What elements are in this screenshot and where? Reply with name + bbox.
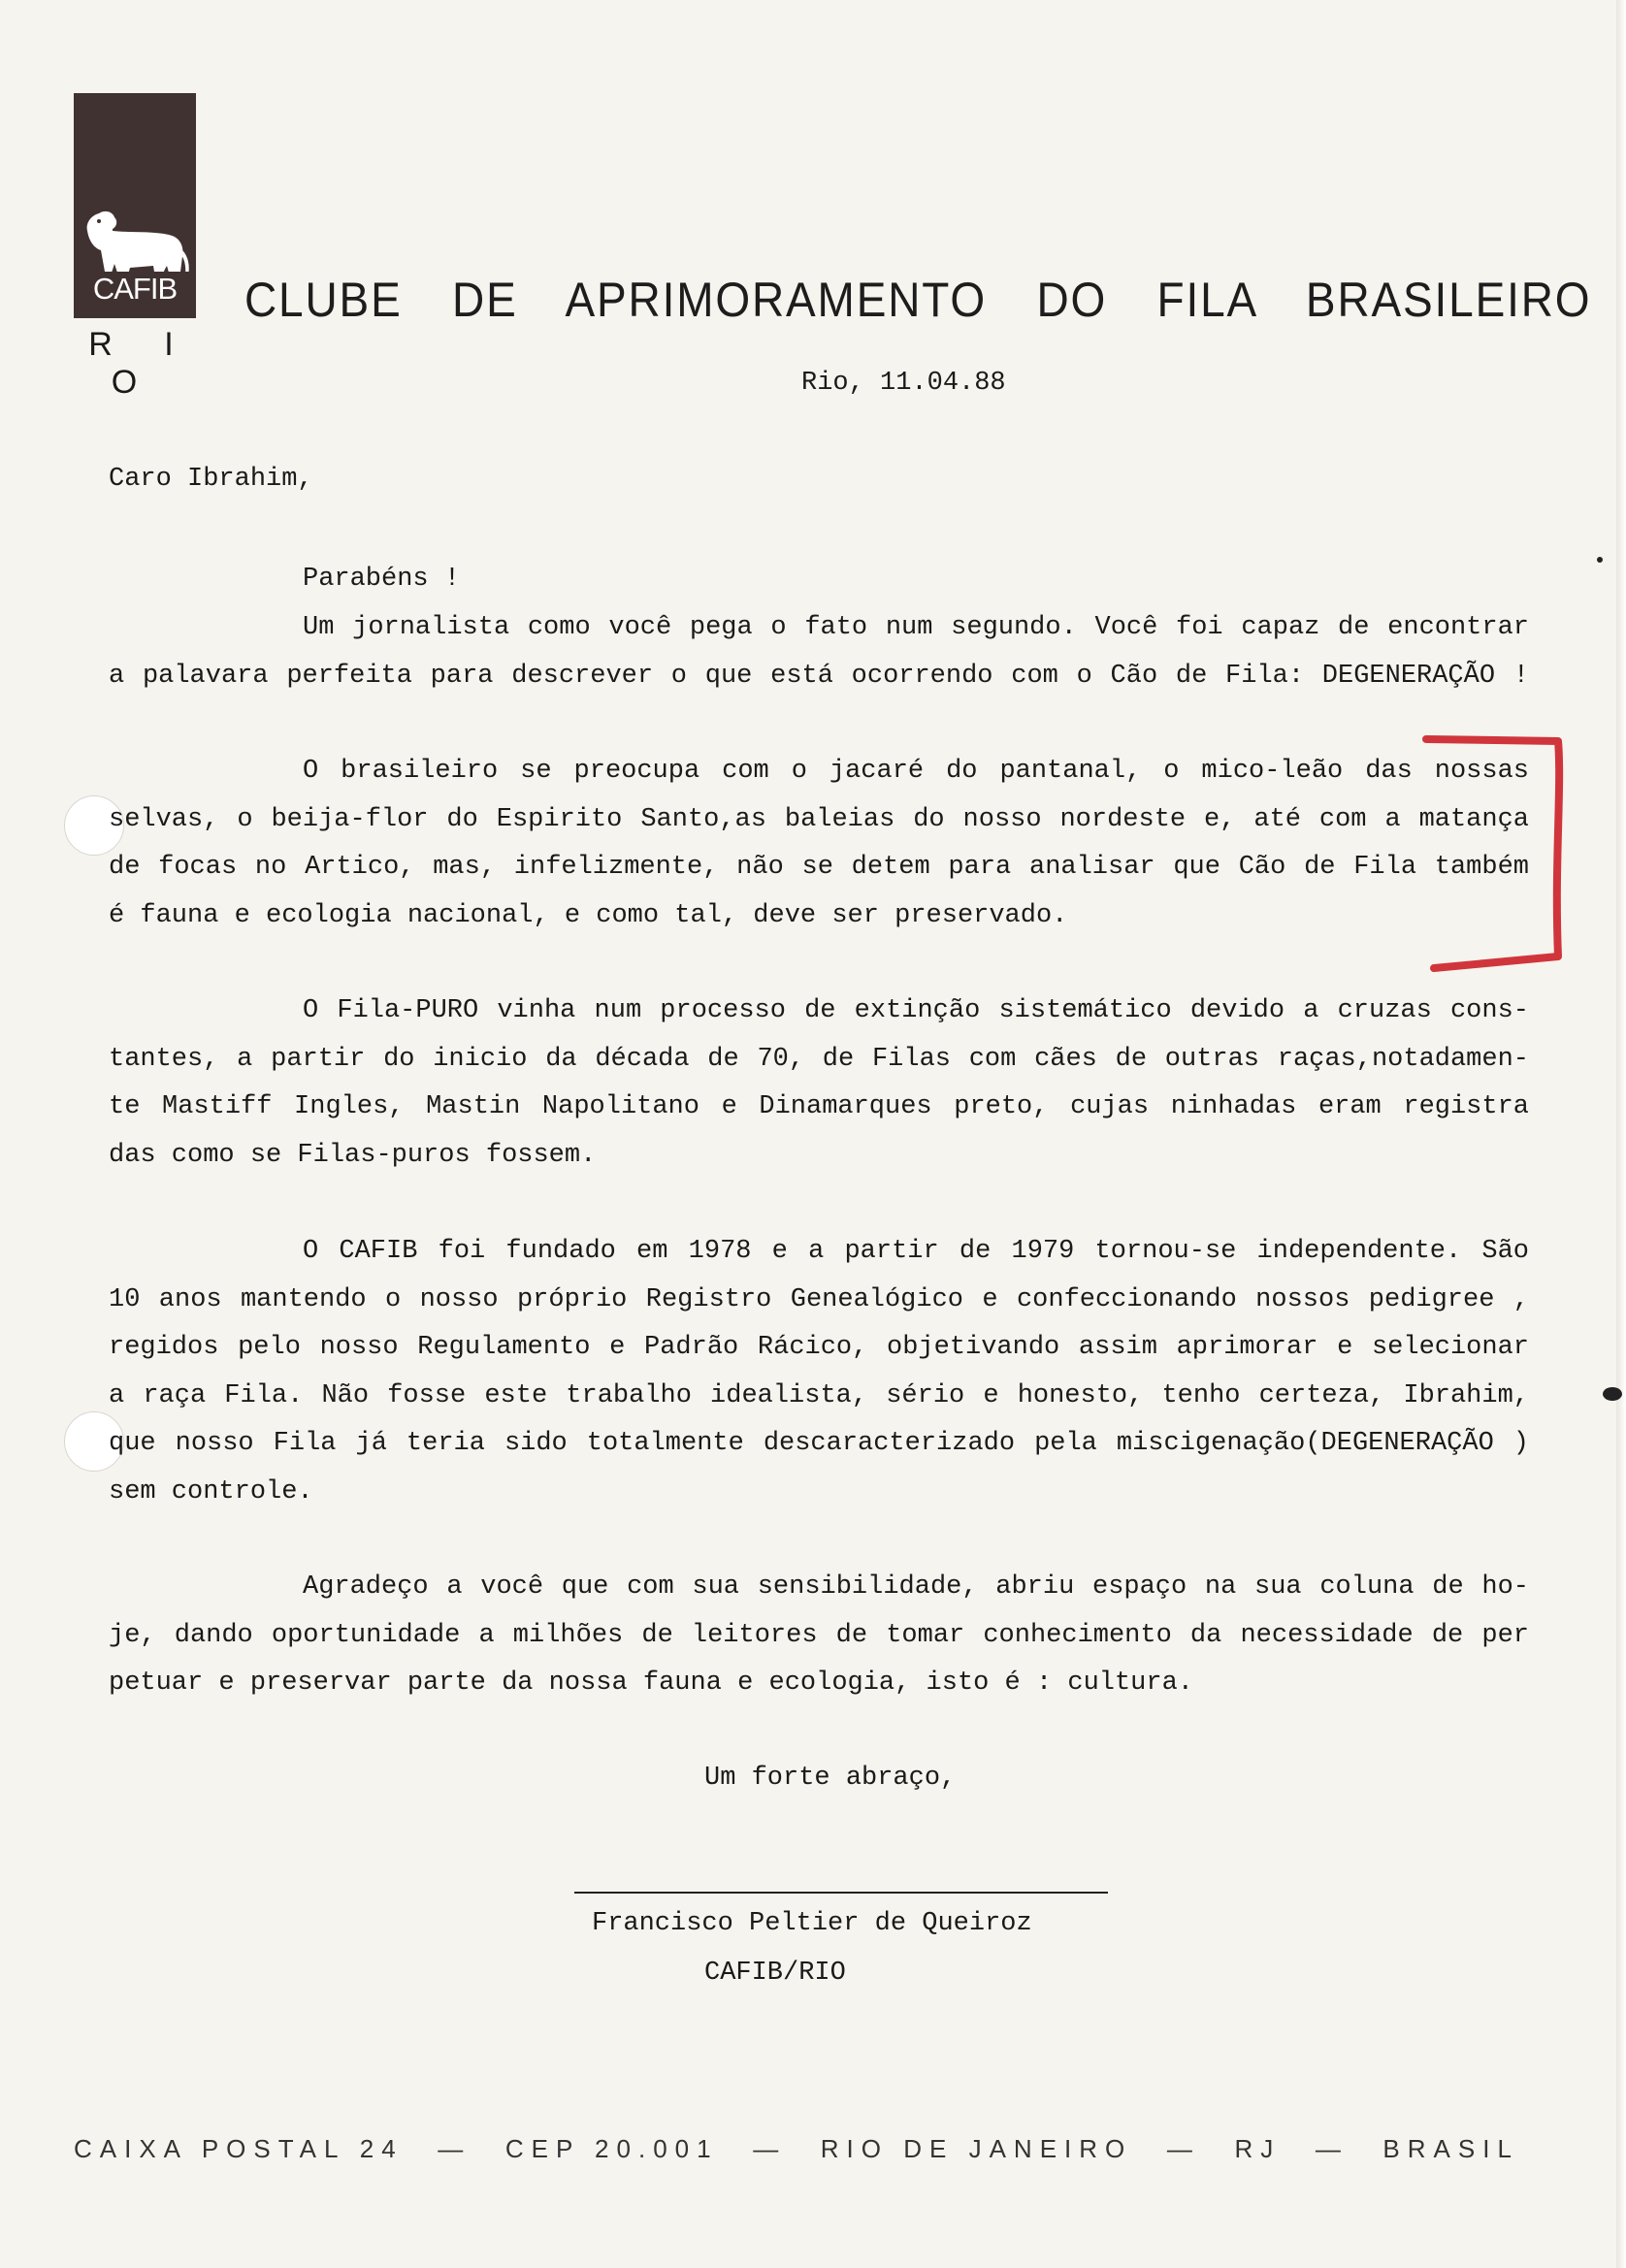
footer-separator: — — [1315, 2134, 1349, 2163]
body-line: das como se Filas-puros fossem. — [109, 1140, 597, 1170]
signatory-name: Francisco Peltier de Queiroz — [592, 1909, 1032, 1938]
body-line: a raça Fila. Não fosse este trabalho idealista, sério e honesto, tenho certeza, Ibrahim, — [109, 1380, 1529, 1410]
salutation: Caro Ibrahim, — [109, 465, 313, 494]
closing: Um forte abraço, — [704, 1764, 957, 1793]
footer-postcode: CEP 20.001 — [504, 2134, 719, 2163]
body-line: que nosso Fila já teria sido totalmente descaracterizado pela miscigenação(DEGENERAÇÃO ) — [109, 1429, 1529, 1458]
body-line: selvas, o beija-flor do Espirito Santo,as baleias do nosso nordeste e, até com a matança — [109, 804, 1529, 834]
footer-separator: — — [1166, 2134, 1200, 2163]
body-line: O Fila-PURO vinha num processo de extinção sistemático devido a cruzas cons- — [303, 996, 1529, 1025]
footer-country: BRASIL — [1382, 2134, 1519, 2163]
paragraph-agradeco — [109, 1564, 1529, 1708]
letter-date: Rio, 11.04.88 — [801, 369, 1006, 398]
signature-line — [574, 1892, 1108, 1894]
paragraph-intro — [109, 604, 1529, 700]
footer-city: RIO DE JANEIRO — [820, 2134, 1133, 2163]
footer-separator: — — [753, 2134, 787, 2163]
paragraph-cafib — [109, 1228, 1529, 1516]
body-line: é fauna e ecologia nacional, e como tal, deve ser preservado. — [109, 900, 1068, 930]
body-line: Parabéns ! — [303, 565, 461, 594]
body-line: 10 anos mantendo o nosso próprio Registro Genealógico e confeccionando nossos pedigree , — [109, 1284, 1529, 1314]
footer-po-box: CAIXA POSTAL 24 — [74, 2134, 404, 2163]
logo-abbr: CAFIB — [74, 272, 196, 307]
body-line: a palavara perfeita para descrever o que está ocorrendo com o Cão de Fila: DEGENERAÇÃO ! — [109, 661, 1529, 691]
cafib-logo — [74, 93, 196, 401]
body-line: O brasileiro se preocupa com o jacaré do pantanal, o mico-leão das nossas — [303, 757, 1529, 786]
body-line: tantes, a partir do inicio da década de 70, de Filas com cães de outras raças,notadamen- — [109, 1044, 1529, 1074]
body-line: de focas no Artico, mas, infelizmente, não se detem para analisar que Cão de Fila também — [109, 853, 1529, 882]
footer-state: RJ — [1234, 2134, 1282, 2163]
paragraph-brasileiro — [109, 748, 1529, 940]
signatory-org: CAFIB/RIO — [704, 1959, 846, 1988]
body-line: te Mastiff Ingles, Mastin Napolitano e Dinamarques preto, cujas ninhadas eram registra — [109, 1092, 1529, 1121]
red-bracket-annotation — [1416, 728, 1581, 980]
body-line: Um jornalista como você pega o fato num segundo. Você foi capaz de encontrar — [303, 613, 1529, 642]
body-line: O CAFIB foi fundado em 1978 e a partir de 1979 tornou-se independente. São — [303, 1237, 1529, 1266]
logo-city: R I O — [88, 326, 195, 401]
paper-speck — [1603, 1387, 1622, 1401]
paper-speck — [1597, 557, 1603, 563]
body-line: petuar e preservar parte da nossa fauna e ecologia, isto é : cultura. — [109, 1669, 1193, 1698]
page-edge — [1616, 0, 1626, 2268]
paragraph-fila-puro — [109, 988, 1529, 1180]
letterhead-title: CLUBE DE APRIMORAMENTO DO FILA BRASILEIRO — [244, 273, 1592, 327]
footer-separator: — — [438, 2134, 472, 2163]
body-line: regidos pelo nosso Regulamento e Padrão Rácico, objetivando assim aprimorar e selecionar — [109, 1333, 1529, 1362]
footer-address — [74, 2134, 1519, 2164]
body-line: sem controle. — [109, 1476, 313, 1507]
body-line: Agradeço a você que com sua sensibilidade, abriu espaço na sua coluna de ho- — [303, 1572, 1529, 1602]
body-line: je, dando oportunidade a milhões de leitores de tomar conhecimento da necessidade de per — [109, 1620, 1529, 1650]
paragraph-congrats — [109, 556, 1529, 604]
